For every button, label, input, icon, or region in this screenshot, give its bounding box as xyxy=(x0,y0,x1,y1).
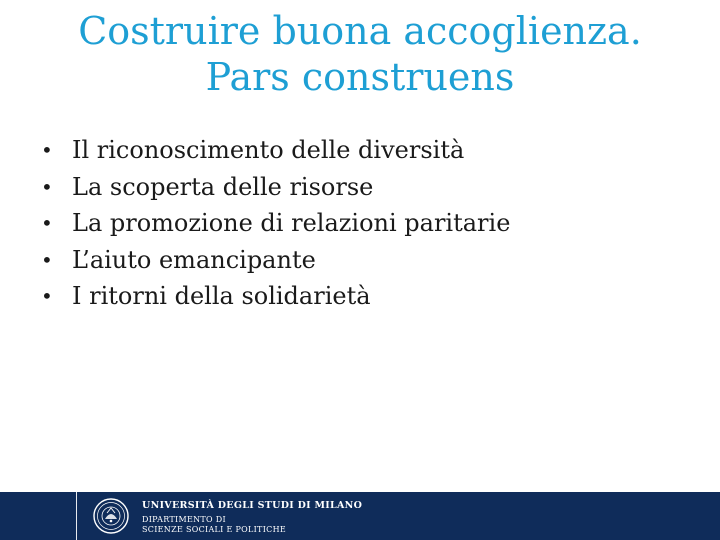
bullet-icon: • xyxy=(41,138,53,162)
department-line-2: SCIENZE SOCIALI E POLITICHE xyxy=(142,525,286,534)
slide-title xyxy=(40,8,680,100)
title-line-2: Pars construens xyxy=(205,55,515,99)
bullet-icon: • xyxy=(41,211,53,235)
list-item xyxy=(38,205,678,242)
bullet-list xyxy=(38,132,678,315)
bullet-icon: • xyxy=(41,247,53,272)
bullet-text: La promozione di relazioni paritarie xyxy=(72,209,511,237)
bullet-text: I ritorni della solidarietà xyxy=(72,282,371,310)
footer-text xyxy=(142,500,362,535)
bullet-text: Il riconoscimento delle diversità xyxy=(72,136,465,164)
bullet-text: L’aiuto emancipante xyxy=(72,245,316,274)
university-name: UNIVERSITÀ DEGLI STUDI DI MILANO xyxy=(142,500,363,511)
footer-bar xyxy=(0,492,720,540)
department-line-1: DIPARTIMENTO DI xyxy=(142,515,226,524)
bullet-icon: • xyxy=(41,174,53,199)
list-item xyxy=(38,132,678,169)
bullet-text: La scoperta delle risorse xyxy=(72,172,374,201)
title-line-1: Costruire buona accoglienza. xyxy=(78,9,642,53)
list-item xyxy=(38,278,678,315)
bullet-icon: • xyxy=(41,284,53,308)
university-seal-icon xyxy=(92,497,130,535)
footer-divider xyxy=(76,492,77,540)
list-item xyxy=(38,242,678,279)
list-item xyxy=(38,169,678,206)
